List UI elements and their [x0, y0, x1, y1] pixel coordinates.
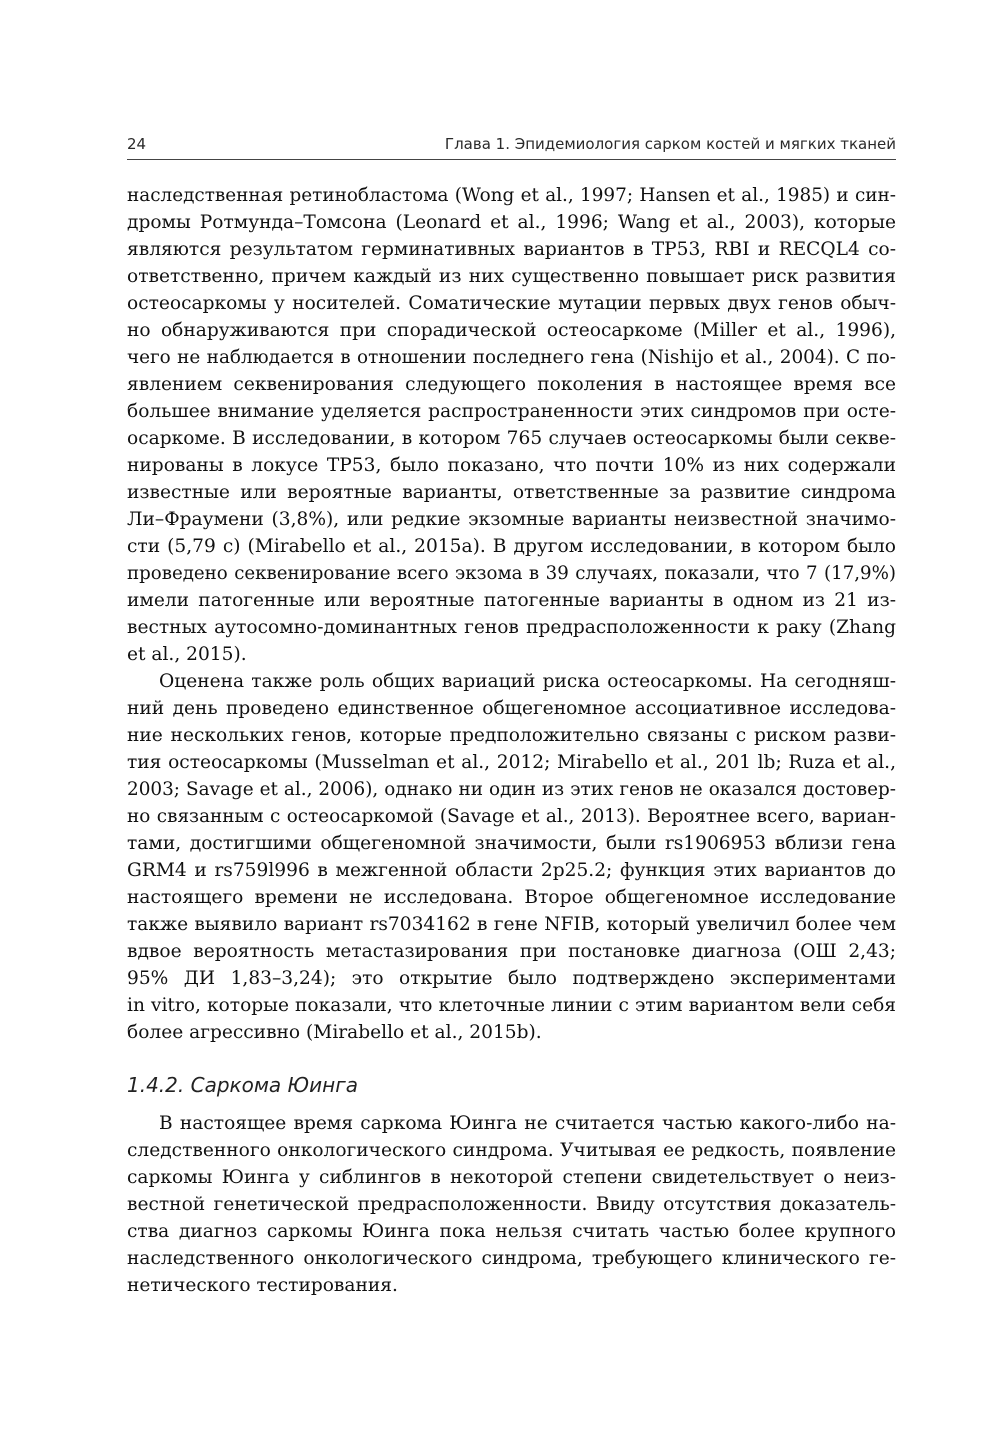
- text-line: GRM4 и rs759l996 в межгенной области 2p25.2; функция этих вариантов до: [127, 860, 896, 881]
- text-line: Ли–Фраумени (3,8%), или редкие экзомные варианты неизвестной значимо-: [127, 509, 896, 530]
- text-line: настоящего времени не исследована. Второе общегеномное исследование: [127, 887, 896, 908]
- text-line: проведено секвенирование всего экзома в 39 случаях, показали, что 7 (17,9%): [127, 563, 896, 584]
- text-line: саркомы Юинга у сиблингов в некоторой степени свидетельствует о неиз-: [127, 1167, 896, 1188]
- text-line: ства диагноз саркомы Юинга пока нельзя считать частью более крупного: [127, 1221, 896, 1242]
- text-line: являются результатом герминативных вариантов в TP53, RBI и RECQL4 со-: [127, 239, 896, 260]
- text-line: тия остеосаркомы (Musselman et al., 2012; Mirabello et al., 201 lb; Ruza et al.,: [127, 752, 896, 773]
- text-line: сти (5,79 с) (Mirabello et al., 2015a). В другом исследовании, в котором было: [127, 536, 896, 557]
- text-line: осаркоме. В исследовании, в котором 765 случаев остеосаркомы были секве-: [127, 428, 896, 449]
- text-line: наследственная ретинобластома (Wong et al., 1997; Hansen et al., 1985) и син-: [127, 185, 896, 206]
- text-line: наследственного онкологического синдрома, требующего клинического ге-: [127, 1248, 896, 1269]
- text-line: et al., 2015).: [127, 644, 247, 665]
- text-line: также выявило вариант rs7034162 в гене NFIB, который увеличил более чем: [127, 914, 896, 935]
- text-line: Оценена также роль общих вариаций риска остеосаркомы. На сегодняш-: [159, 671, 896, 692]
- text-line: ний день проведено единственное общегеномное ассоциативное исследова-: [127, 698, 896, 719]
- text-line: но связанным с остеосаркомой (Savage et al., 2013). Вероятнее всего, вариан-: [127, 806, 896, 827]
- text-line: следственного онкологического синдрома. Учитывая ее редкость, появление: [127, 1140, 896, 1161]
- text-line: вестных аутосомно-доминантных генов предрасположенности к раку (Zhang: [127, 617, 896, 638]
- text-line: in vitro, которые показали, что клеточные линии с этим вариантом вели себя: [127, 995, 896, 1016]
- text-line: 95% ДИ 1,83–3,24); это открытие было подтверждено экспериментами: [127, 968, 896, 989]
- section-heading: 1.4.2. Саркома Юинга: [127, 1073, 358, 1097]
- text-line: нетического тестирования.: [127, 1275, 398, 1296]
- text-line: большее внимание уделяется распространенности этих синдромов при осте-: [127, 401, 896, 422]
- text-line: ние нескольких генов, которые предположительно связаны с риском разви-: [127, 725, 896, 746]
- text-line: вестной генетической предрасположенности. Ввиду отсутствия доказатель-: [127, 1194, 896, 1215]
- text-line: тами, достигшими общегеномной значимости, были rs1906953 вблизи гена: [127, 833, 896, 854]
- text-line: более агрессивно (Mirabello et al., 2015b).: [127, 1022, 542, 1043]
- page-number: 24: [127, 135, 147, 153]
- header-rule: [127, 159, 896, 160]
- text-line: но обнаруживаются при спорадической остеосаркоме (Miller et al., 1996),: [127, 320, 896, 341]
- text-line: дромы Ротмунда–Томсона (Leonard et al., 1996; Wang et al., 2003), которые: [127, 212, 896, 233]
- text-line: 2003; Savage et al., 2006), однако ни один из этих генов не оказался достовер-: [127, 779, 896, 800]
- text-line: остеосаркомы у носителей. Соматические мутации первых двух генов обыч-: [127, 293, 896, 314]
- text-line: ответственно, причем каждый из них существенно повышает риск развития: [127, 266, 896, 287]
- text-line: чего не наблюдается в отношении последнего гена (Nishijo et al., 2004). С по-: [127, 347, 896, 368]
- text-line: нированы в локусе TP53, было показано, что почти 10% из них содержали: [127, 455, 896, 476]
- text-line: В настоящее время саркома Юинга не считается частью какого-либо на-: [159, 1113, 896, 1134]
- text-line: вдвое вероятность метастазирования при постановке диагноза (ОШ 2,43;: [127, 941, 896, 962]
- text-line: явлением секвенирования следующего поколения в настоящее время все: [127, 374, 896, 395]
- text-line: известные или вероятные варианты, ответственные за развитие синдрома: [127, 482, 896, 503]
- text-line: имели патогенные или вероятные патогенные варианты в одном из 21 из-: [127, 590, 896, 611]
- running-title: Глава 1. Эпидемиология сарком костей и мягких тканей: [444, 135, 896, 153]
